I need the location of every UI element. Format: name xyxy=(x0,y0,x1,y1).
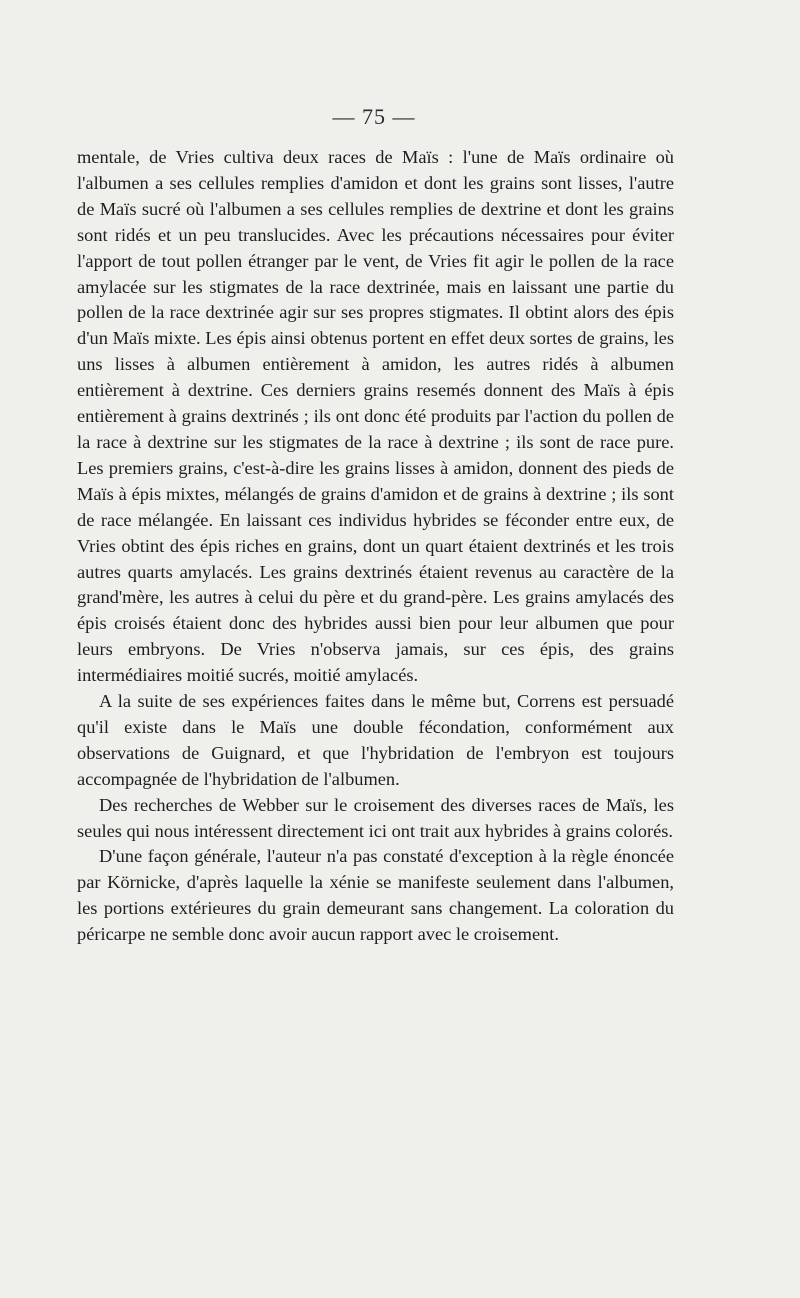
paragraph-2: A la suite de ses expériences faites dans le même but, Correns est persuadé qu'il existe dans le Maïs une double fécondation, conformément aux observations de Guignard, et que l'hybridation de l'embryon est toujours accompagnée de l'hybridation de l'albumen. xyxy=(77,691,674,789)
page-number: — 75 — xyxy=(332,104,416,129)
body-text xyxy=(77,145,674,948)
paragraph-4: D'une façon générale, l'auteur n'a pas constaté d'exception à la règle énoncée par Körnicke, d'après laquelle la xénie se manifeste seulement dans l'albumen, les portions extérieures du grain demeurant sans changement. La coloration du péricarpe ne semble donc avoir aucun rapport avec le croisement. xyxy=(77,846,674,945)
paragraph-1: mentale, de Vries cultiva deux races de Maïs : l'une de Maïs ordinaire où l'albumen a ses cellules remplies d'amidon et dont les grains sont lisses, l'autre de Maïs sucré où l'albumen a ses cellules remplies de dextrine et dont les grains sont ridés et un peu translucides. Avec les précautions nécessaires pour éviter l'apport de tout pollen étranger par le vent, de Vries fit agir le pollen de la race amylacée sur les stigmates de la race dextrinée, mais en laissant une partie du pollen de la race dextrinée agir sur ses propres stigmates. Il obtint alors des épis d'un Maïs mixte. Les épis ainsi obtenus portent en effet deux sortes de grains, les uns lisses à albumen entièrement à amidon, les autres ridés à albumen entièrement à dextrine. Ces derniers grains resemés donnent des Maïs à épis entièrement à grains dextrinés ; ils ont donc été produits par l'action du pollen de la race à dextrine sur les stigmates de la race à dextrine ; ils sont de race pure. Les premiers grains, c'est-à-dire les grains lisses à amidon, donnent des pieds de Maïs à épis mixtes, mélangés de grains d'amidon et de grains à dextrine ; ils sont de race mélangée. En laissant ces individus hybrides se féconder entre eux, de Vries obtint des épis riches en grains, dont un quart étaient dextrinés et les trois autres quarts amylacés. Les grains dextrinés étaient revenus au caractère de la grand'mère, les autres à celui du père et du grand-père. Les grains amylacés des épis croisés étaient donc des hybrides aussi bien pour leur albumen que pour leurs embryons. De Vries n'observa jamais, sur ces épis, des grains intermédiaires moitié sucrés, moitié amylacés. xyxy=(77,147,674,686)
paragraph-3: Des recherches de Webber sur le croisement des diverses races de Maïs, les seules qui nous intéressent directement ici ont trait aux hybrides à grains colorés. xyxy=(77,794,674,841)
